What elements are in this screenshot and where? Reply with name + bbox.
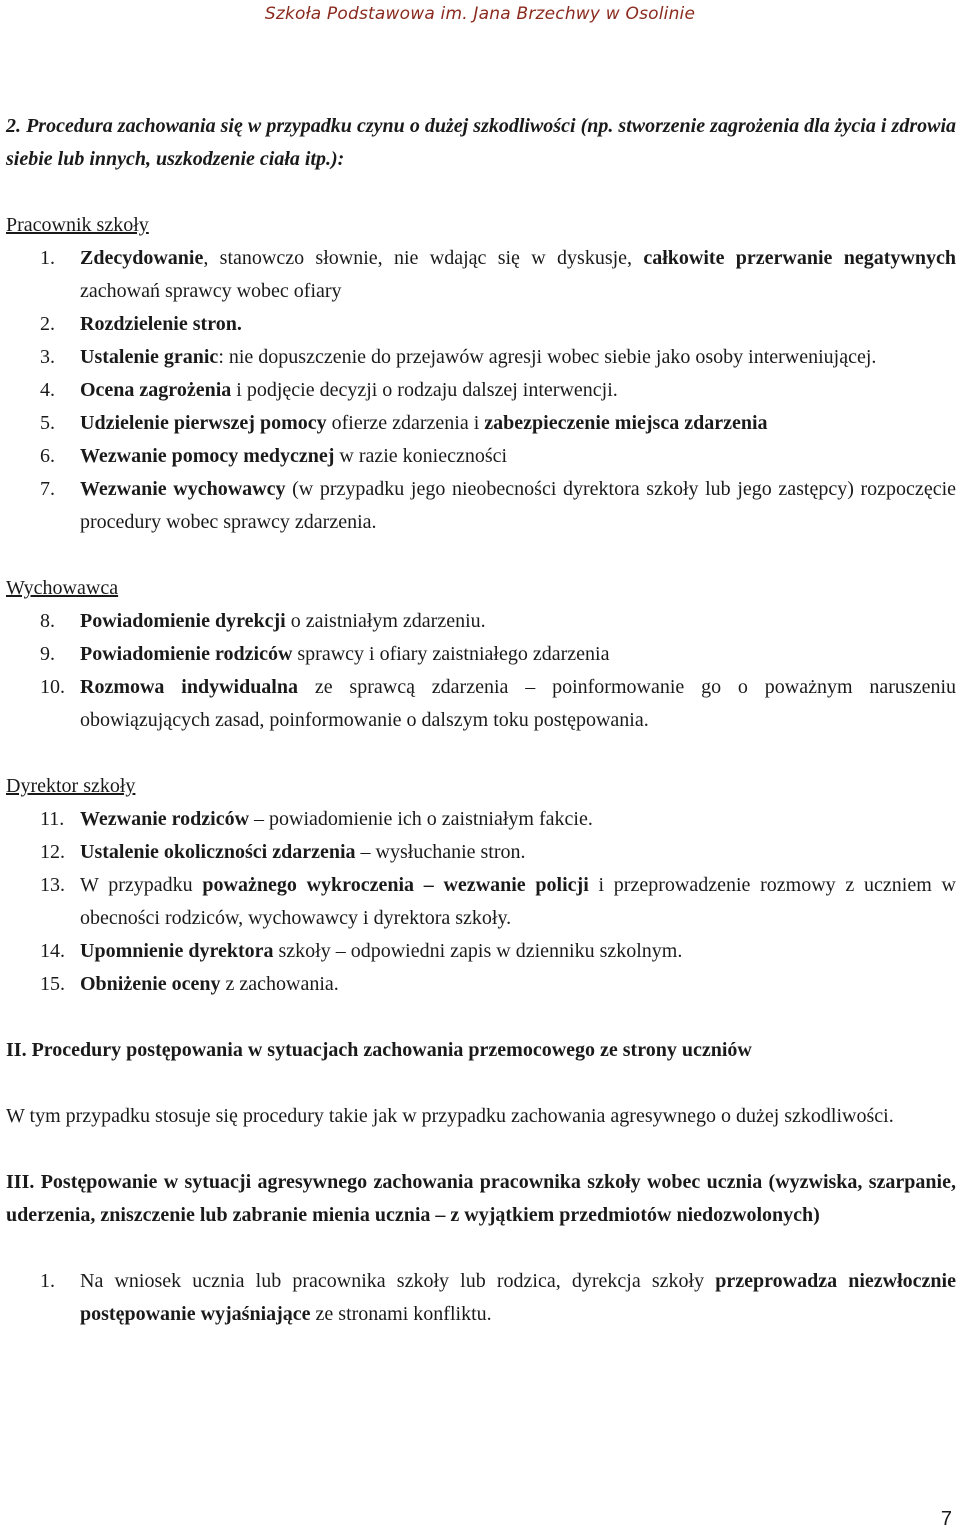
section-heading-iii: III. Postępowanie w sytuacji agresywnego zachowania pracownika szkoły wobec ucznia (wyzwiska, szarpanie, uderzenia, zniszczenie lub zabranie mienia ucznia – z wyjątkiem przedmiotów niedozwolonych) [6, 1171, 956, 1226]
list-item: 11. Wezwanie rodziców – powiadomienie ich o zaistniałym fakcie. [40, 808, 593, 830]
list-item: 1. Na wniosek ucznia lub pracownika szkoły lub rodzica, dyrekcja szkoły przeprowadza niezwłocznie postępowanie wyjaśniające ze stronami konfliktu. [40, 1270, 956, 1325]
list-item: 3. Ustalenie granic: nie dopuszczenie do przejawów agresji wobec siebie jako osoby interweniującej. [40, 346, 877, 368]
list-item: 7. Wezwanie wychowawcy (w przypadku jego nieobecności dyrektora szkoły lub jego zastępcy) rozpoczęcie procedury wobec sprawcy zdarzenia. [40, 478, 957, 533]
list-item: 6. Wezwanie pomocy medycznej w razie konieczności [40, 445, 508, 467]
page-number: 7 [940, 1508, 952, 1530]
list-item: 2. Rozdzielenie stron. [40, 313, 242, 335]
list-item: 8. Powiadomienie dyrekcji o zaistniałym zdarzeniu. [40, 610, 486, 632]
section-ii-text: W tym przypadku stosuje się procedury takie jak w przypadku zachowania agresywnego o dużej szkodliwości. [6, 1105, 894, 1127]
role-heading-worker: Pracownik szkoły [6, 214, 149, 236]
section-heading-ii: II. Procedury postępowania w sytuacjach zachowania przemocowego ze strony uczniów [6, 1039, 752, 1061]
worker-steps [6, 242, 956, 539]
list-item: 1. Zdecydowanie, stanowczo słownie, nie wdając się w dyskusje, całkowite przerwanie negatywnych zachowań sprawcy wobec ofiary [40, 247, 956, 302]
procedure-title: 2. Procedura zachowania się w przypadku czynu o dużej szkodliwości (np. stworzenie zagrożenia dla życia i zdrowia siebie lub innych, uszkodzenie ciała itp.): [6, 115, 956, 170]
section-iii-steps [6, 1265, 956, 1331]
role-heading-tutor: Wychowawca [6, 577, 119, 599]
running-header: Szkoła Podstawowa im. Jana Brzechwy w Osolinie [264, 4, 696, 24]
list-item: 13. W przypadku poważnego wykroczenia – wezwanie policji i przeprowadzenie rozmowy z uczniem w obecności rodziców, wychowawcy i dyrektora szkoły. [40, 874, 956, 929]
list-item: 15. Obniżenie oceny z zachowania. [40, 973, 339, 995]
role-heading-director: Dyrektor szkoły [6, 775, 136, 797]
list-item: 4. Ocena zagrożenia i podjęcie decyzji o rodzaju dalszej interwencji. [40, 379, 618, 401]
list-item: 12. Ustalenie okoliczności zdarzenia – wysłuchanie stron. [40, 841, 526, 863]
list-item: 5. Udzielenie pierwszej pomocy ofierze zdarzenia i zabezpieczenie miejsca zdarzenia [40, 412, 768, 434]
list-item: 9. Powiadomienie rodziców sprawcy i ofiary zaistniałego zdarzenia [40, 643, 610, 665]
list-item: 14. Upomnienie dyrektora szkoły – odpowiedni zapis w dzienniku szkolnym. [40, 940, 683, 962]
document-body [6, 110, 956, 1331]
tutor-steps [6, 605, 956, 737]
director-steps [6, 803, 956, 1001]
list-item: 10. Rozmowa indywidualna ze sprawcą zdarzenia – poinformowanie go o poważnym naruszeniu obowiązujących zasad, poinformowanie o dalszym toku postępowania. [40, 676, 956, 731]
